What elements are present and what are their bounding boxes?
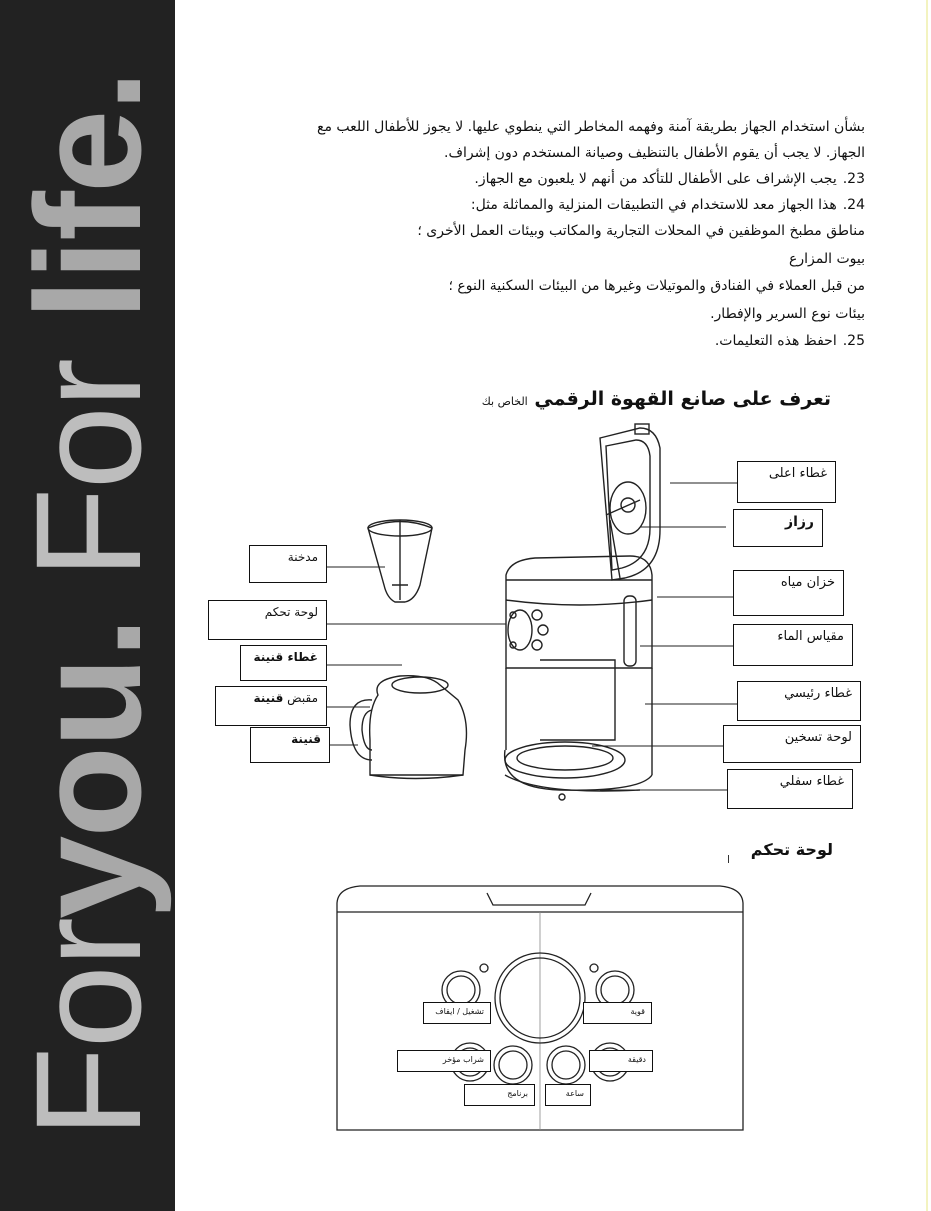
label-control-panel: لوحة تحكم <box>208 600 327 640</box>
instruction-line: بشأن استخدام الجهاز بطريقة آمنة وفهمه المخاطر التي ينطوي عليها. لا يجوز للأطفال اللعب مع <box>317 119 865 135</box>
instruction-line: بيوت المزارع <box>789 251 865 267</box>
instruction-line: 25.احفظ هذه التعليمات. <box>714 333 865 349</box>
label-carafe: قنينة <box>250 727 330 763</box>
instruction-line: مناطق مطبخ الموظفين في المحلات التجارية والمكاتب وبيئات العمل الأخرى ؛ <box>417 223 865 239</box>
label-carafe-lid: غطاء قنينة <box>240 645 327 681</box>
button-label-minute: دقيقة <box>589 1050 653 1072</box>
button-label-delay-brew: شراب مؤخر <box>397 1050 491 1072</box>
instruction-line: بيئات نوع السرير والإفطار. <box>710 306 865 322</box>
label-bottom-cover: غطاء سفلي <box>727 769 853 809</box>
instruction-line: الجهاز. لا يجب أن يقوم الأطفال بالتنظيف وصيانة المستخدم دون إشراف. <box>444 145 865 161</box>
label-water-tank: خزان مياه <box>733 570 844 616</box>
instruction-line: 24.هذا الجهاز معد للاستخدام في التطبيقات المنزلية والمماثلة مثل: <box>470 197 865 213</box>
button-label-on-off: تشغيل / ايقاف <box>423 1002 491 1024</box>
brand-slogan: Foryou. For life. <box>4 71 172 1139</box>
button-label-hour: ساعة <box>545 1084 591 1106</box>
section-title-control-panel: لوحة تحكم <box>750 840 833 859</box>
label-funnel: مدخنة <box>249 545 327 583</box>
section-title-coffee-maker: تعرف على صانع القهوة الرقمي الخاص بك <box>481 388 831 410</box>
label-water-gauge: مقياس الماء <box>733 624 853 666</box>
button-label-strong: قوية <box>583 1002 652 1024</box>
label-sprinkler: رزاز <box>733 509 823 547</box>
button-label-program: برنامج <box>464 1084 535 1106</box>
label-main-cover: غطاء رئيسي <box>737 681 861 721</box>
instruction-line: من قبل العملاء في الفنادق والموتيلات وغيرها من البيئات السكنية النوع ؛ <box>448 278 865 294</box>
label-warming-plate: لوحة تسخين <box>723 725 861 763</box>
label-carafe-handle: مقبض قنينة <box>215 686 327 726</box>
label-top-lid: غطاء اعلى <box>737 461 836 503</box>
instruction-line: 23.يجب الإشراف على الأطفال للتأكد من أنهم لا يلعبون مع الجهاز. <box>474 171 865 187</box>
